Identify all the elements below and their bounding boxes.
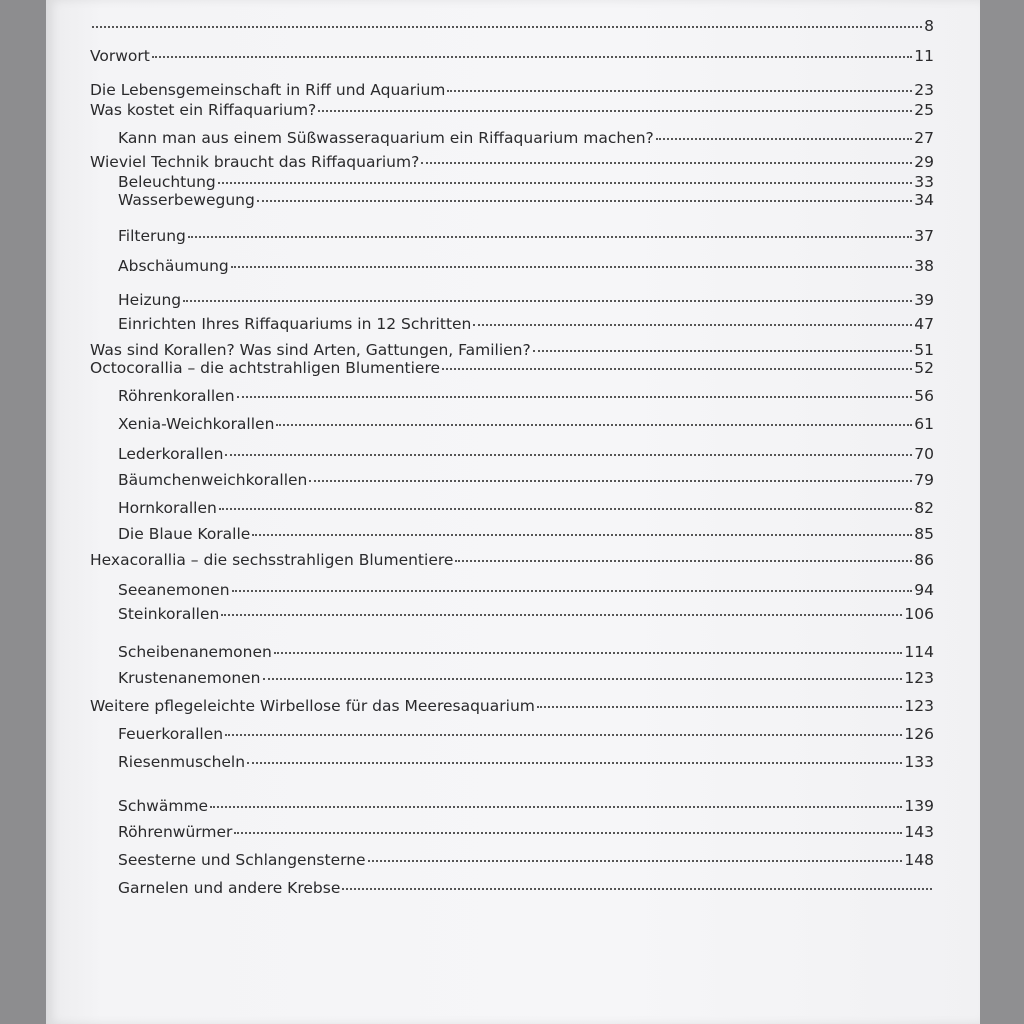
toc-page-number: 56 <box>914 387 934 405</box>
toc-page-number: 106 <box>904 605 934 623</box>
toc-leader-dots <box>263 677 903 680</box>
toc-leader-dots <box>231 265 912 268</box>
toc-row <box>90 550 934 570</box>
toc-page-number: 29 <box>914 153 934 171</box>
toc-row <box>118 290 934 310</box>
toc-entry-title: Riesenmuscheln <box>118 753 246 771</box>
toc-leader-dots <box>257 199 912 202</box>
toc-row <box>90 340 934 360</box>
toc-entry-title: Die Blaue Koralle <box>118 525 251 543</box>
toc-page-number: 86 <box>914 551 934 569</box>
toc-page-number: 82 <box>914 499 934 517</box>
toc-leader-dots <box>252 533 912 536</box>
toc-page-number: 70 <box>914 445 934 463</box>
toc-row <box>118 796 934 816</box>
toc-leader-dots <box>225 453 912 456</box>
toc-entry-title: Beleuchtung <box>118 173 216 191</box>
toc-entry-title: Was kostet ein Riffaquarium? <box>90 101 317 119</box>
toc-leader-dots <box>342 887 932 890</box>
toc-entry-title: Hornkorallen <box>118 499 217 517</box>
toc-row <box>118 580 934 600</box>
toc-row <box>90 80 934 100</box>
toc-entry-title: Vorwort <box>90 47 150 65</box>
toc-page-number: 37 <box>914 227 934 245</box>
toc-page-number: 94 <box>914 581 934 599</box>
toc-row <box>118 414 934 434</box>
toc-page-number: 85 <box>914 525 934 543</box>
toc-leader-dots <box>218 181 913 184</box>
toc-page-number: 34 <box>914 191 934 209</box>
toc-entry-title: Seeanemonen <box>118 581 230 599</box>
toc-row <box>118 470 934 490</box>
toc-page-number: 47 <box>914 315 934 333</box>
toc-leader-dots <box>276 423 912 426</box>
toc-page-number: 23 <box>914 81 934 99</box>
toc-leader-dots <box>473 323 912 326</box>
toc-leader-dots <box>318 109 912 112</box>
toc-page-number: 148 <box>904 851 934 869</box>
toc-entry-title: Filterung <box>118 227 186 245</box>
toc-row <box>118 314 934 334</box>
toc-entry-title: Weitere pflegeleichte Wirbellose für das Meeresaquarium <box>90 697 535 715</box>
toc-leader-dots <box>537 705 903 708</box>
toc-row <box>118 878 934 898</box>
toc-leader-dots <box>188 235 912 238</box>
toc-leader-dots <box>368 859 903 862</box>
toc-leader-dots <box>225 733 902 736</box>
toc-entry-title: Seesterne und Schlangensterne <box>118 851 366 869</box>
toc-row <box>118 128 934 148</box>
table-of-contents <box>46 0 980 1024</box>
toc-page-number: 61 <box>914 415 934 433</box>
toc-leader-dots <box>237 395 913 398</box>
toc-page-number: 139 <box>904 797 934 815</box>
toc-row <box>118 724 934 744</box>
toc-leader-dots <box>274 651 903 654</box>
toc-row <box>118 172 934 192</box>
toc-page-number: 114 <box>904 643 934 661</box>
toc-page-number: 39 <box>914 291 934 309</box>
toc-page-number: 25 <box>914 101 934 119</box>
toc-row <box>118 752 934 772</box>
toc-entry-title: Octocorallia – die achtstrahligen Blumentiere <box>90 359 441 377</box>
toc-row <box>118 256 934 276</box>
toc-entry-title: Wasserbewegung <box>118 191 255 209</box>
toc-row <box>118 642 934 662</box>
toc-leader-dots <box>221 613 902 616</box>
toc-row <box>90 100 934 120</box>
toc-leader-dots <box>232 589 913 592</box>
toc-entry-title: Schwämme <box>118 797 209 815</box>
toc-leader-dots <box>210 805 902 808</box>
toc-row <box>118 604 934 624</box>
toc-row <box>118 524 934 544</box>
toc-row <box>118 226 934 246</box>
toc-row <box>118 444 934 464</box>
toc-leader-dots <box>656 137 912 140</box>
toc-entry-title: Die Lebensgemeinschaft in Riff und Aquarium <box>90 81 446 99</box>
toc-entry-title: Lederkorallen <box>118 445 224 463</box>
toc-entry-title: Kann man aus einem Süßwasseraquarium ein Riffaquarium machen? <box>118 129 654 147</box>
toc-page-number: 8 <box>924 17 934 35</box>
toc-page-number: 11 <box>914 47 934 65</box>
toc-leader-dots <box>442 367 912 370</box>
toc-page-number: 33 <box>914 173 934 191</box>
toc-entry-title: Krustenanemonen <box>118 669 261 687</box>
toc-leader-dots <box>447 89 912 92</box>
toc-row <box>90 46 934 66</box>
toc-entry-title: Garnelen und andere Krebse <box>118 879 341 897</box>
toc-leader-dots <box>247 761 902 764</box>
toc-page-number: 143 <box>904 823 934 841</box>
toc-row <box>118 822 934 842</box>
toc-entry-title: Einrichten Ihres Riffaquariums in 12 Schritten <box>118 315 472 333</box>
toc-leader-dots <box>219 507 912 510</box>
toc-page-number: 38 <box>914 257 934 275</box>
toc-row <box>118 498 934 518</box>
toc-entry-title: Hexacorallia – die sechsstrahligen Blumentiere <box>90 551 454 569</box>
toc-leader-dots <box>309 479 912 482</box>
toc-page-number: 123 <box>904 697 934 715</box>
toc-entry-title: Xenia-Weichkorallen <box>118 415 275 433</box>
toc-entry-title: Röhrenwürmer <box>118 823 233 841</box>
toc-entry-title: Steinkorallen <box>118 605 220 623</box>
toc-page-number: 27 <box>914 129 934 147</box>
toc-entry-title: Wieviel Technik braucht das Riffaquarium? <box>90 153 420 171</box>
toc-leader-dots <box>455 559 912 562</box>
toc-entry-title: Was sind Korallen? Was sind Arten, Gattungen, Familien? <box>90 341 531 359</box>
toc-leader-dots <box>92 25 922 28</box>
background-edge <box>980 0 1024 1024</box>
toc-row <box>118 190 934 210</box>
toc-page-number: 79 <box>914 471 934 489</box>
toc-row <box>118 850 934 870</box>
toc-leader-dots <box>234 831 902 834</box>
toc-leader-dots <box>421 161 912 164</box>
toc-entry-title: Feuerkorallen <box>118 725 224 743</box>
toc-row <box>118 386 934 406</box>
toc-page-number: 123 <box>904 669 934 687</box>
toc-leader-dots <box>152 55 912 58</box>
toc-entry-title: Röhrenkorallen <box>118 387 235 405</box>
toc-row <box>90 696 934 716</box>
toc-leader-dots <box>183 299 912 302</box>
book-page <box>46 0 980 1024</box>
toc-row <box>118 668 934 688</box>
toc-row <box>90 358 934 378</box>
toc-page-number: 126 <box>904 725 934 743</box>
toc-entry-title: Heizung <box>118 291 182 309</box>
toc-entry-title: Abschäumung <box>118 257 229 275</box>
toc-leader-dots <box>533 349 913 352</box>
toc-page-number: 51 <box>914 341 934 359</box>
toc-page-number: 133 <box>904 753 934 771</box>
toc-row <box>90 152 934 172</box>
toc-entry-title: Bäumchenweichkorallen <box>118 471 308 489</box>
toc-entry-title: Scheibenanemonen <box>118 643 272 661</box>
toc-row <box>90 16 934 36</box>
toc-page-number: 52 <box>914 359 934 377</box>
